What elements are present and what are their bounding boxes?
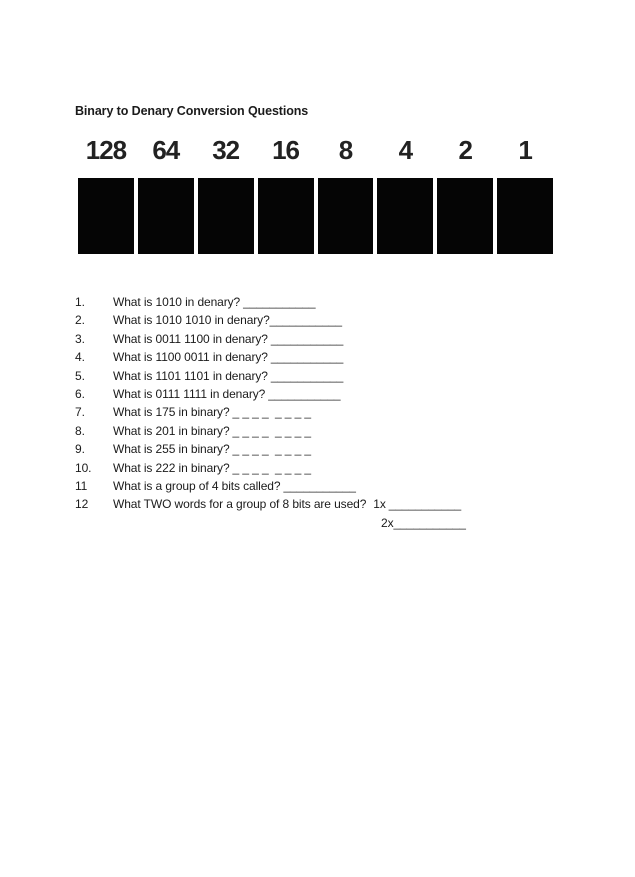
question-text: What is 0111 1111 in denary?	[113, 386, 266, 401]
question-text: What is 175 in binary?	[113, 405, 230, 420]
answer-blank: ___________	[270, 368, 344, 383]
question-number: 6.	[75, 386, 85, 401]
question-row-5	[75, 367, 575, 385]
place-value-2: 2	[458, 135, 472, 165]
question-number: 8.	[75, 423, 85, 438]
place-value-1: 1	[518, 135, 532, 165]
answer-blank: ___________	[269, 313, 342, 328]
question-number: 11	[75, 478, 88, 493]
answer-blank-bits: _ _ _ _ _ _ _ _	[232, 442, 311, 457]
question-text: What is 1010 1010 in denary?	[113, 313, 270, 328]
question-text: What is 1101 1101 in denary?	[113, 368, 268, 383]
question-number: 4.	[75, 350, 85, 365]
question-row-10	[75, 459, 575, 477]
answer2-label: 2x	[381, 515, 394, 530]
answer-blank: ___________	[268, 386, 341, 401]
question-text: What is 201 in binary?	[113, 423, 230, 438]
question-number: 1.	[75, 295, 85, 309]
question-12-continuation	[75, 514, 575, 532]
question-row-2	[75, 311, 575, 329]
question-text: What is 222 in binary?	[113, 460, 230, 475]
question-row-3	[75, 330, 575, 348]
question-number: 9.	[75, 442, 85, 457]
answer-blank-bits: _ _ _ _ _ _ _ _	[232, 460, 311, 475]
question-row-11	[75, 477, 575, 495]
question-row-12	[75, 495, 575, 513]
binary-box-32	[198, 178, 254, 254]
answer1-blank: ___________	[388, 497, 462, 512]
question-text: What is 255 in binary?	[113, 442, 230, 457]
binary-box-8	[318, 178, 374, 254]
answer1-label: 1x	[373, 497, 386, 512]
question-number: 2.	[75, 313, 85, 328]
question-number: 10.	[75, 460, 92, 475]
place-value-row	[78, 135, 553, 165]
binary-box-2	[437, 178, 493, 254]
place-value-32: 32	[212, 135, 240, 165]
question-row-9	[75, 440, 575, 458]
question-text: What is 0011 1100 in denary?	[113, 331, 268, 346]
answer2-blank: ___________	[393, 515, 466, 530]
place-value-8: 8	[338, 135, 353, 165]
worksheet-title: Binary to Denary Conversion Questions	[75, 104, 309, 118]
binary-box-4	[377, 178, 433, 254]
question-row-8	[75, 422, 575, 440]
question-text: What is 1010 in denary?	[113, 295, 241, 309]
answer-blank: ___________	[270, 331, 344, 346]
binary-box-1	[497, 178, 553, 254]
place-value-64: 64	[152, 135, 180, 165]
answer-blank: ___________	[243, 295, 316, 309]
place-value-4: 4	[398, 135, 413, 165]
question-row-1	[75, 293, 575, 311]
binary-box-16	[258, 178, 314, 254]
question-row-7	[75, 403, 575, 421]
answer-blank-bits: _ _ _ _ _ _ _ _	[232, 423, 311, 438]
question-row-4	[75, 348, 575, 366]
question-number: 3.	[75, 331, 85, 346]
question-text: What is a group of 4 bits called?	[113, 478, 281, 493]
place-value-128: 128	[85, 135, 127, 165]
binary-box-64	[138, 178, 194, 254]
binary-box-row	[78, 178, 553, 254]
question-text: What is 1100 0011 in denary?	[113, 350, 268, 365]
binary-box-128	[78, 178, 134, 254]
question-list	[75, 293, 575, 532]
question-number: 7.	[75, 405, 85, 420]
question-number: 5.	[75, 368, 85, 383]
question-text: What TWO words for a group of 8 bits are used?	[113, 497, 367, 512]
question-row-6	[75, 385, 575, 403]
answer-blank-bits: _ _ _ _ _ _ _ _	[232, 405, 311, 420]
question-number: 12	[75, 497, 89, 512]
place-value-16: 16	[272, 135, 300, 165]
answer-blank: ___________	[283, 478, 356, 493]
answer-blank: ___________	[270, 350, 344, 365]
